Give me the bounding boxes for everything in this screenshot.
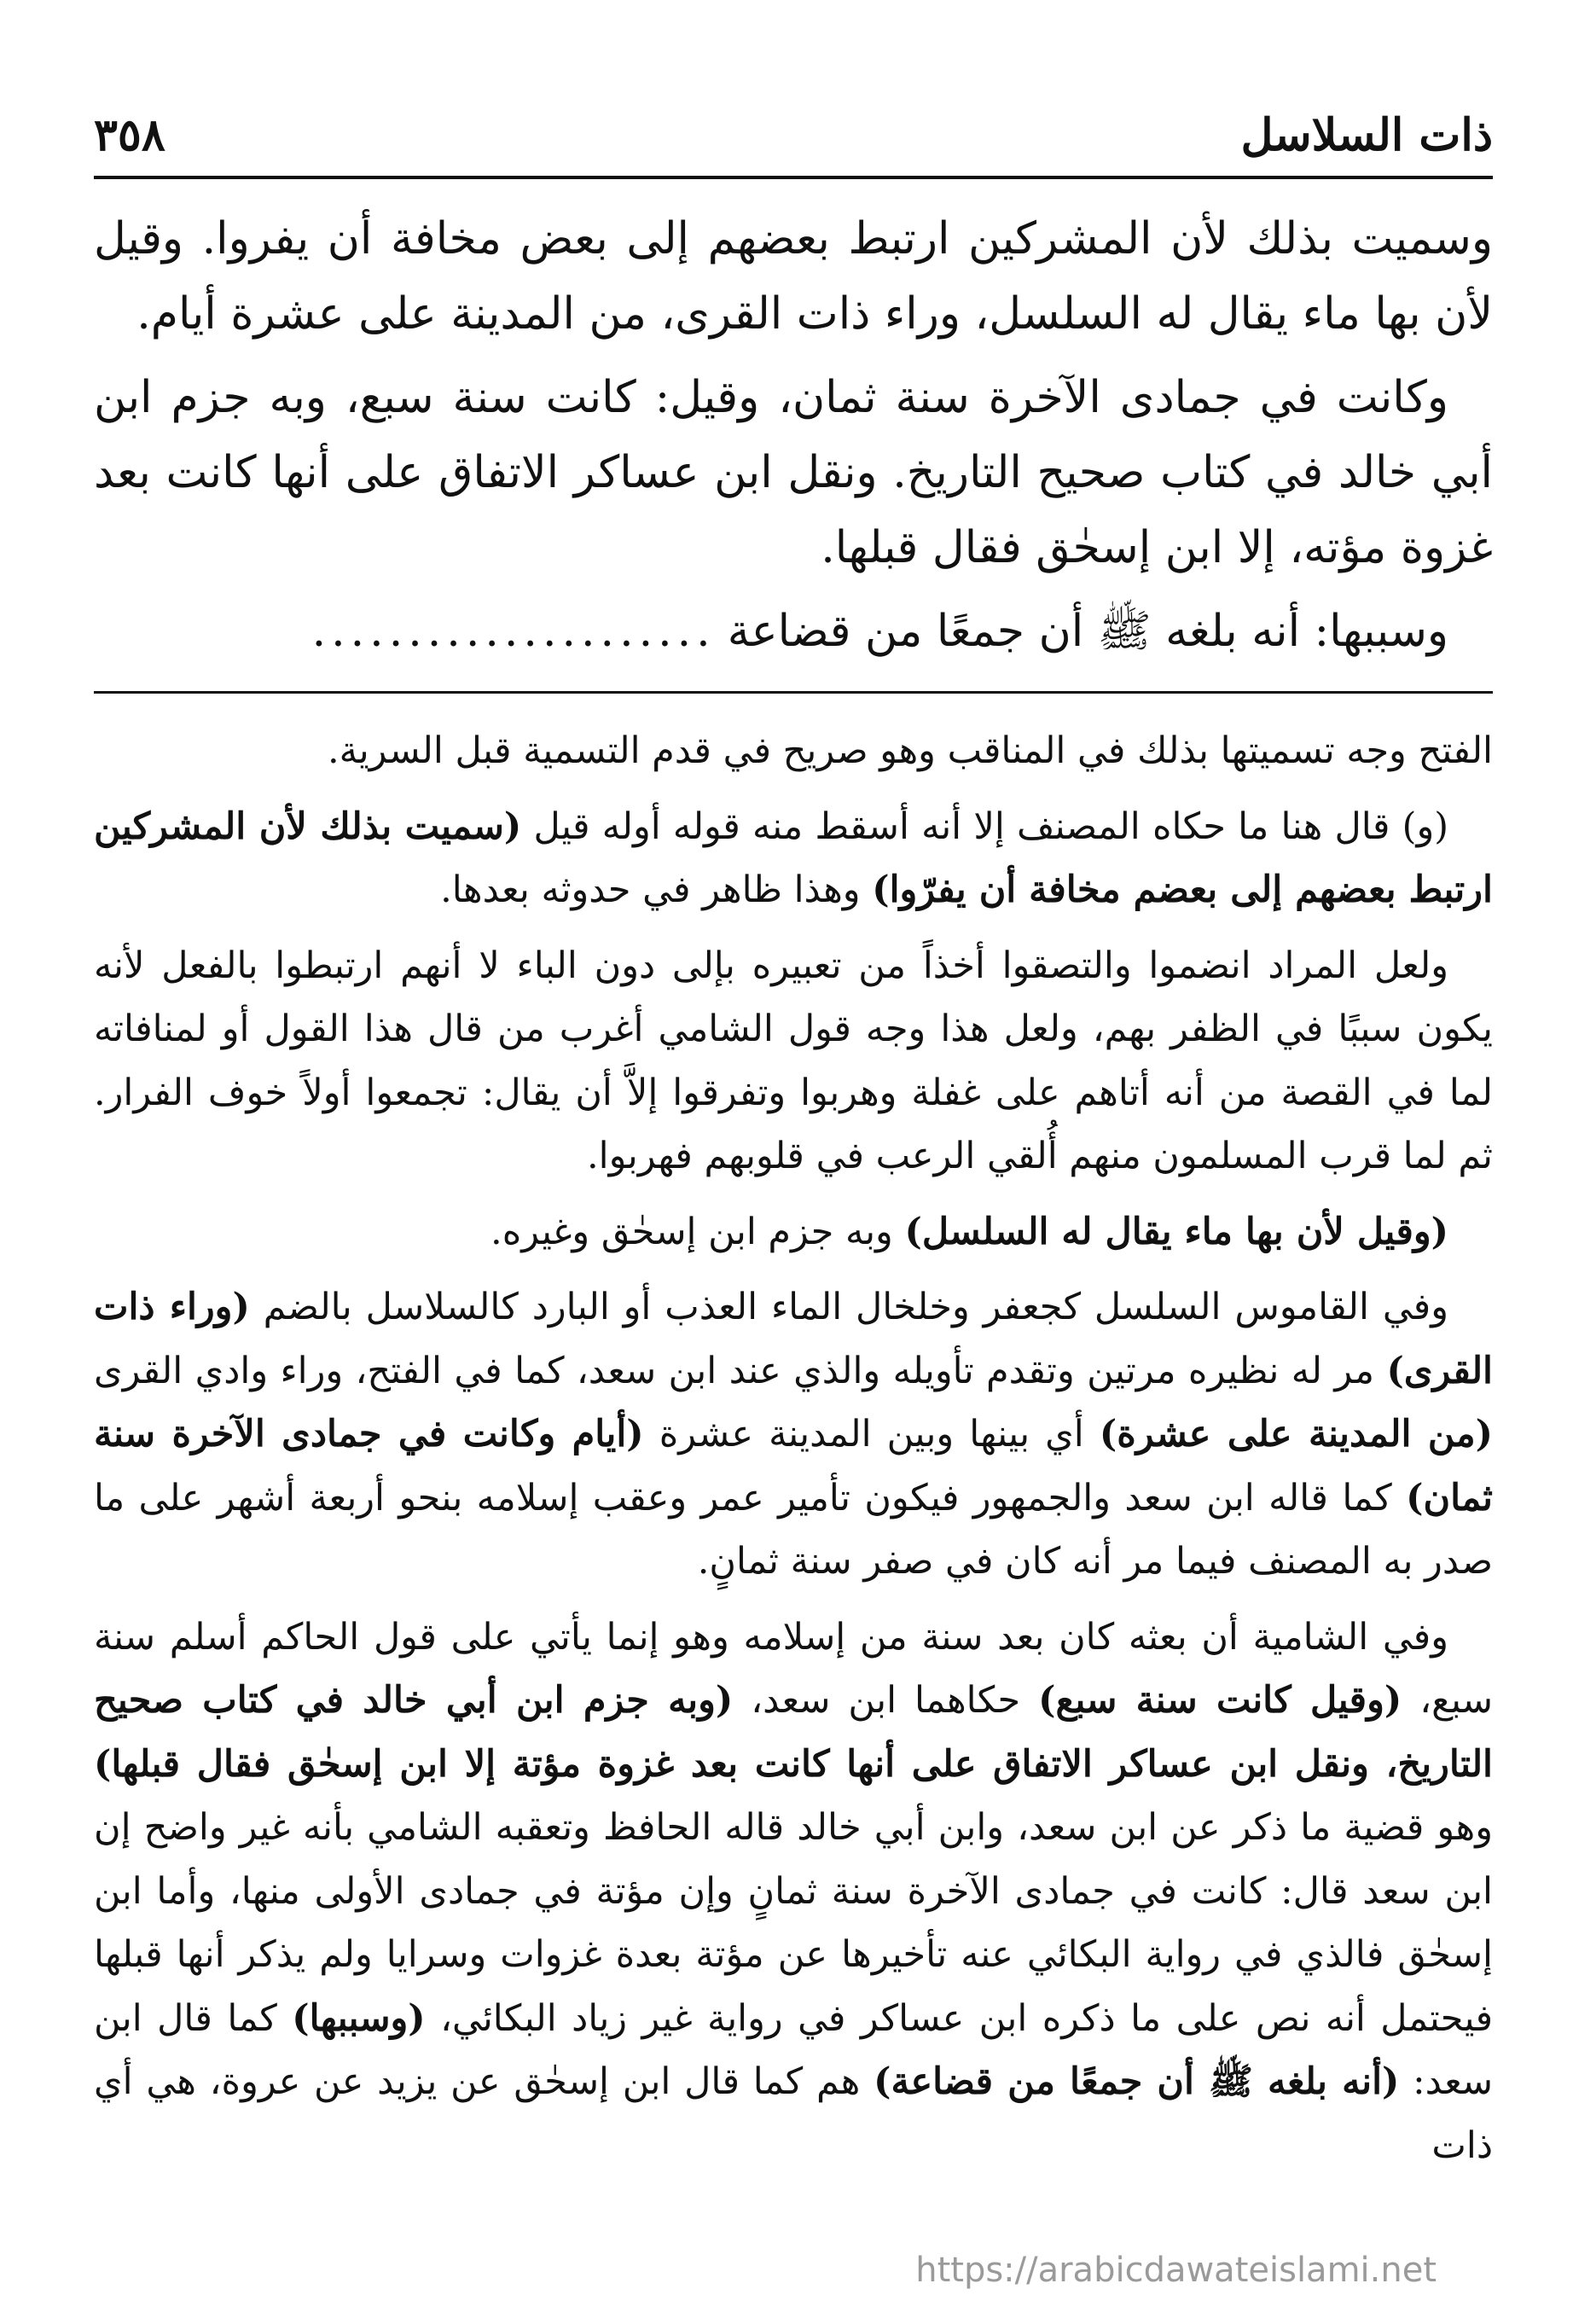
commentary-paragraph-6 <box>94 1606 1493 2178</box>
commentary-text: هم كما قال ابن إسحٰق عن يزيد عن عروة، هي أي ذات <box>94 2060 1493 2167</box>
commentary-paragraph-2 <box>94 795 1493 922</box>
commentary-text: أي بينها وبين المدينة عشرة <box>643 1413 1100 1455</box>
commentary-text: كما قاله ابن سعد والجمهور فيكون تأمير عمر وعقب إسلامه بنحو أربعة أشهر على ما صدر به المصنف فيما مر أنه كان في صفر سنة ثمانٍ. <box>94 1476 1493 1583</box>
commentary-text: حكاهما ابن سعد، <box>733 1679 1039 1722</box>
book-page <box>94 94 1493 2278</box>
quoted-matn: (من المدينة على عشرة) <box>1099 1413 1493 1455</box>
quoted-matn: (وراء ذات القرى) <box>94 1286 1493 1392</box>
quoted-matn: (وسببها) <box>292 1996 426 2040</box>
quoted-matn: (أنه بلغه ﷺ أن جمعًا من قضاعة) <box>874 2060 1400 2103</box>
quoted-matn: (أيام وكانت في جمادى الآخرة سنة ثمان) <box>94 1413 1493 1519</box>
main-paragraph-3 <box>94 594 1493 669</box>
running-title: ذات السلاسل <box>1240 108 1493 161</box>
commentary-paragraph-4 <box>94 1200 1493 1264</box>
commentary-text: وهو قضية ما ذكر عن ابن سعد، وابن أبي خالد قاله الحافظ وتعقبه الشامي بأنه غير واضح إن ابن سعد قال: كانت في جمادى الآخرة سنة ثمانٍ وإن مؤتة في جمادى الأولى منها، وأما ابن إسحٰق فالذي في رواية البكائي عنه تأخيرها عن مؤتة بعدة غزوات وسرايا ولم يذكر أنها قبلها فيحتمل أنه نص على ما ذكره ابن عساكر في رواية غير زياد البكائي، <box>94 1806 1493 2040</box>
main-text <box>94 179 1493 669</box>
quoted-matn: (وقيل لأن بها ماء يقال له السلسل) <box>904 1210 1448 1253</box>
commentary-text: وفي القاموس السلسل كجعفر وخلخال الماء العذب أو البارد كالسلاسل بالضم <box>249 1286 1448 1328</box>
commentary-text: كما قال ابن سعد: <box>94 1996 1494 2103</box>
continuation-dots: ..................... <box>311 606 716 657</box>
commentary-paragraph-3: ولعل المراد انضموا والتصقوا أخذاً من تعبيره بإلى دون الباء لا أنهم ارتبطوا بالفعل لأنه يكون سببًا في الظفر بهم، ولعل هذا وجه قول الشامي أغرب من قال هذا القول أو لمنافاته لما في القصة من أنه أتاهم على غفلة وهربوا وتفرقوا إلاَّ أن يقال: تجمعوا أولاً خوف الفرار. ثم لما قرب المسلمون منهم أُلقي الرعب في قلوبهم فهربوا. <box>94 944 1493 1177</box>
page-number: ٣٥٨ <box>94 108 165 161</box>
quoted-matn: (وقيل كانت سنة سبع) <box>1038 1679 1402 1722</box>
main-paragraph-1: وسميت بذلك لأن المشركين ارتبط بعضهم إلى بعض مخافة أن يفروا. وقيل لأن بها ماء يقال له السلسل، وراء ذات القرى، من المدينة على عشرة أيام. <box>94 213 1493 340</box>
commentary-text: وهذا ظاهر في حدوثه بعدها. <box>440 869 873 911</box>
quoted-matn: (وبه جزم ابن أبي خالد في كتاب صحيح التاريخ، ونقل ابن عساكر الاتفاق على أنها كانت بعد غزوة مؤتة إلا ابن إسحٰق فقال قبلها) <box>94 1679 1493 1786</box>
commentary-paragraph-5 <box>94 1275 1493 1594</box>
commentary-text: مر له نظيره مرتين وتقدم تأويله والذي عند ابن سعد، كما في الفتح، وراء وادي القرى <box>94 1349 1387 1392</box>
footnote-divider <box>94 691 1493 694</box>
commentary <box>94 719 1493 2177</box>
main-paragraph-3-text: وسببها: أنه بلغه ﷺ أن جمعًا من قضاعة <box>727 606 1448 657</box>
main-paragraph-2: وكانت في جمادى الآخرة سنة ثمان، وقيل: كانت سنة سبع، وبه جزم ابن أبي خالد في كتاب صحيح التاريخ. ونقل ابن عساكر الاتفاق على أنها كانت بعد غزوة مؤته، إلا ابن إسحٰق فقال قبلها. <box>94 372 1493 573</box>
quoted-matn: (سميت بذلك لأن المشركين ارتبط بعضهم إلى بعضم مخافة أن يفرّوا) <box>94 805 1493 911</box>
commentary-text: وبه جزم ابن إسحٰق وغيره. <box>490 1210 905 1253</box>
page-header <box>94 94 1493 176</box>
commentary-text: وفي الشامية أن بعثه كان بعد سنة من إسلامه وهو إنما يأتي على قول الحاكم أسلم سنة سبع، <box>94 1615 1493 1722</box>
commentary-paragraph-1: الفتح وجه تسميتها بذلك في المناقب وهو صريح في قدم التسمية قبل السرية. <box>327 729 1493 772</box>
commentary-text: (و) قال هنا ما حكاه المصنف إلا أنه أسقط منه قوله أوله قيل <box>521 805 1448 848</box>
website-watermark: https://arabicdawateislami.net <box>915 2251 1437 2290</box>
